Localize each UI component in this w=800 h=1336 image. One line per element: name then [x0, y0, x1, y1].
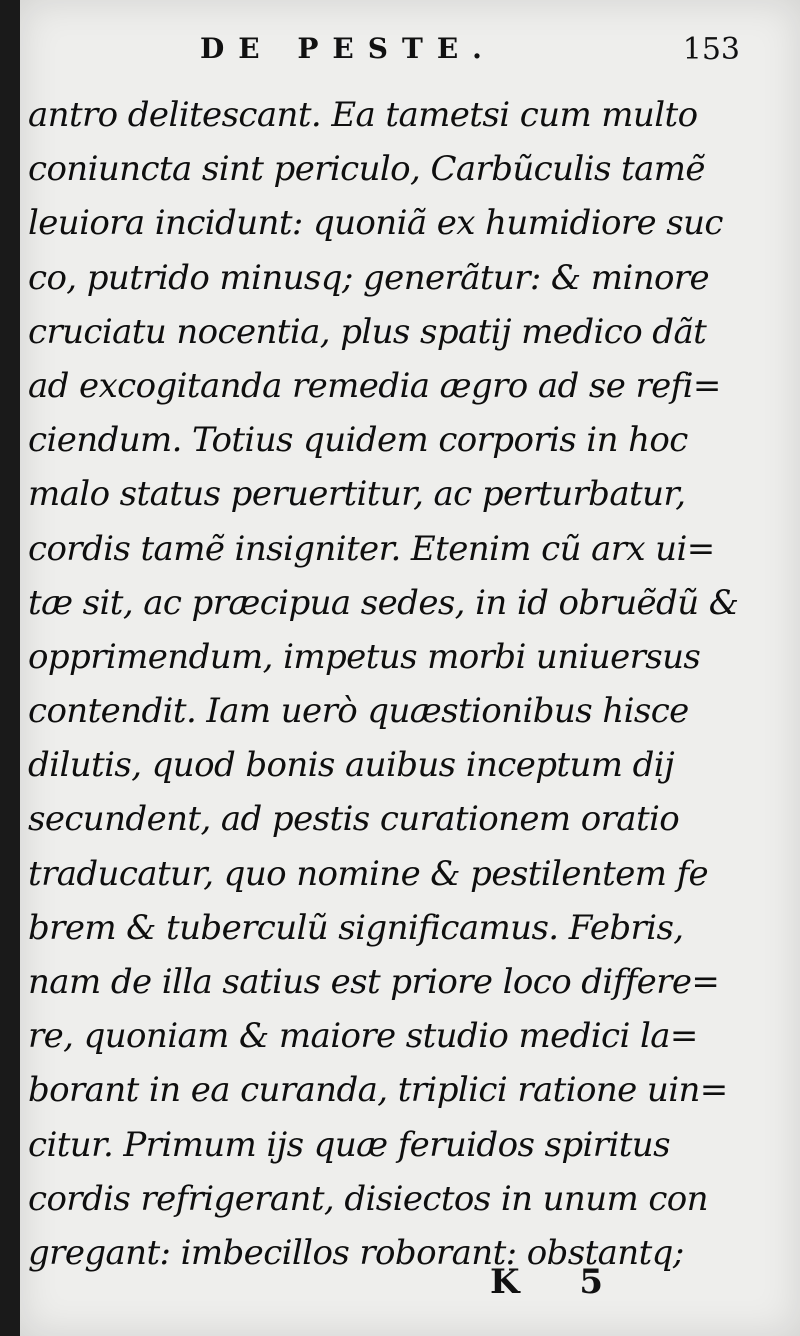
- text-line: borant in ea curanda, triplici ratione uin=: [28, 1070, 728, 1111]
- text-line: co, putrido minusq; generãtur: & minore: [28, 257, 710, 298]
- text-line: cordis tamẽ insigniter. Etenim cũ arx ui=: [28, 528, 715, 569]
- text-line: malo status peruertitur, ac perturbatur,: [28, 474, 686, 515]
- signature-mark: K 5: [490, 1262, 628, 1302]
- text-line: citur. Primum ijs quæ feruidos spiritus: [28, 1124, 670, 1165]
- text-line: brem & tuberculũ significamus. Febris,: [28, 907, 684, 948]
- text-line: coniuncta sint periculo, Carbũculis tamẽ: [28, 149, 705, 190]
- text-line: cordis refrigerant, disiectos in unum con: [28, 1178, 708, 1219]
- text-line: gregant: imbecillos roborant: obstantq;: [28, 1232, 684, 1273]
- text-line: opprimendum, impetus morbi uniuersus: [28, 636, 701, 677]
- text-line: nam de illa satius est priore loco differe=: [28, 962, 720, 1002]
- text-line: cruciatu nocentia, plus spatij medico dãt: [28, 311, 707, 352]
- text-line: secundent, ad pestis curationem oratio: [28, 799, 680, 840]
- body-text: [28, 88, 738, 1280]
- text-line: contendit. Iam uerò quæstionibus hisce: [28, 691, 689, 732]
- text-line: ad excogitanda remedia ægro ad se refi=: [28, 365, 721, 406]
- running-title: DE PESTE.: [200, 32, 496, 65]
- running-head: [20, 32, 800, 72]
- text-line: tæ sit, ac præcipua sedes, in id obruẽdũ &: [28, 582, 739, 623]
- text-line: ciendum. Totius quidem corporis in hoc: [28, 420, 688, 461]
- page-number: 153: [682, 32, 740, 67]
- text-line: dilutis, quod bonis auibus inceptum dij: [28, 745, 675, 786]
- book-page: [20, 0, 800, 1336]
- text-line: leuiora incidunt: quoniã ex humidiore suc: [28, 203, 723, 244]
- text-line: re, quoniam & maiore studio medici la=: [28, 1016, 698, 1057]
- text-line: traducatur, quo nomine & pestilentem fe: [28, 853, 709, 894]
- text-line: antro delitescant. Ea tametsi cum multo: [28, 95, 698, 135]
